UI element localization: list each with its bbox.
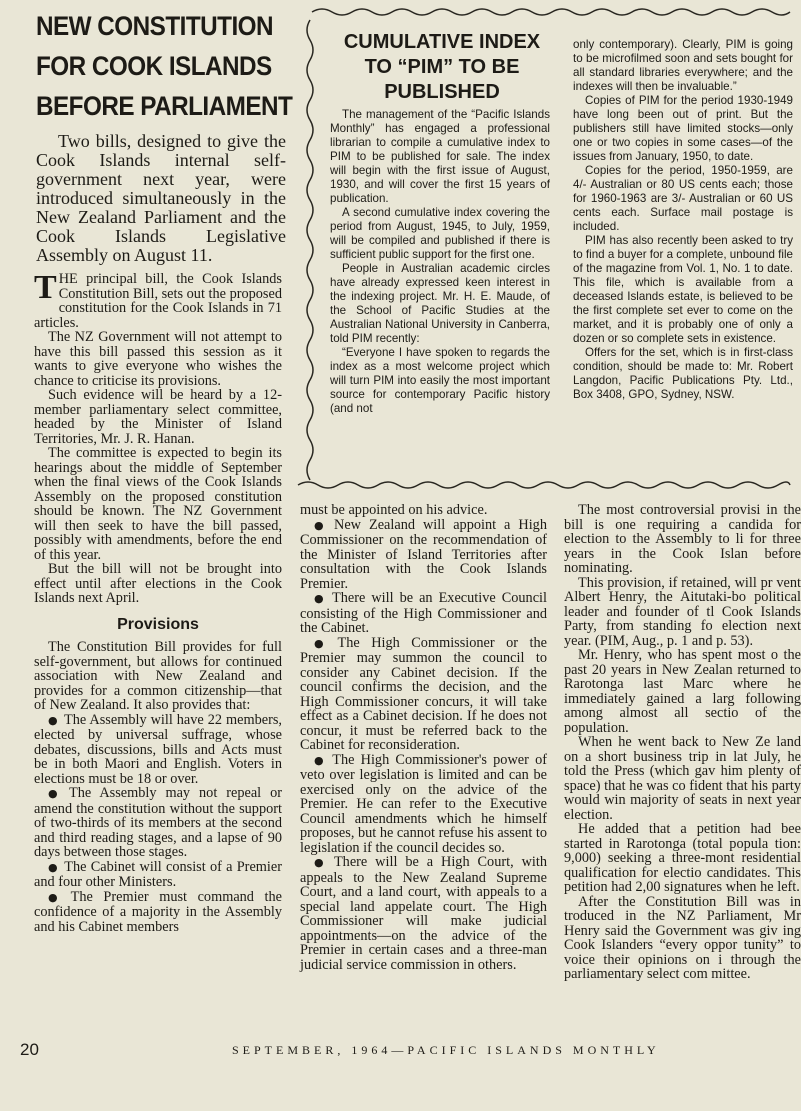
box-paragraph: only contemporary). Clearly, PIM is going to be microfilmed soon and sets bought for all standard libraries everywhere; and the indexes will then be invaluable.” xyxy=(573,38,793,93)
bullet-icon: ● xyxy=(48,713,58,727)
drop-cap: T xyxy=(34,269,57,306)
bullet-item xyxy=(300,591,547,636)
bullet-icon: ● xyxy=(314,856,328,869)
box-paragraph: The management of the “Pacific Islands Monthly” has engaged a professional librarian to compile a cumulative index to PIM to be published for sale. The index will begin with the first issue of August, 1930, and will cover the first 15 years of publication. xyxy=(330,108,550,205)
box-title-line: PUBLISHED xyxy=(384,81,500,103)
box-left-wave xyxy=(307,20,313,480)
footer-running-title: SEPTEMBER, 1964—PACIFIC ISLANDS MONTHLY xyxy=(232,1043,660,1057)
bullet-text: The Premier must command the confidence of a majority in the Assembly and his Cabinet members xyxy=(34,888,282,935)
page-footer xyxy=(20,1040,801,1064)
provisions-subhead: Provisions xyxy=(117,615,199,633)
paragraph: But the bill will not be brought into effect until after elections in the Cook Islands next April. xyxy=(34,561,282,606)
paragraph: The NZ Government will not attempt to have this bill passed this session as it wants to give everyone who wishes the chance to criticise its provisions. xyxy=(34,329,282,389)
bullet-text: The High Commissioner's power of veto over legislation is limited and can be exercised only on the advice of the Premier. He can refer to the Executive Council amendments which he himself proposes, but he cannot refuse his assent to legislation if the council decides so. xyxy=(300,751,547,856)
box-paragraph: PIM has also recently been asked to try to find a buyer for a complete, unbound file of the magazine from Vol. 1, No. 1 to date. This file, which is available from a deceased Islands estate, is believed to be the first complete set ever to come on the market, and it is probably one of only a dozen or so complete sets in existence. xyxy=(573,234,793,345)
box-title-line: CUMULATIVE INDEX xyxy=(343,31,541,53)
bullet-icon: ● xyxy=(314,592,327,605)
bullet-icon: ● xyxy=(314,753,327,767)
paragraph: After the Constitution Bill was in troduced in the NZ Parliament, Mr Henry said the Government was giv ing Cook Islanders “every oppor tunity” to voice their opinions on i through the parliamentary select com mittee. xyxy=(564,893,801,982)
box-top-wave xyxy=(312,9,790,15)
box-paragraph: Offers for the set, which is in first-class condition, should be made to: Mr. Robert Langdon, Pacific Publications Pty. Ltd., Box 3408, GPO, Sydney, NSW. xyxy=(573,346,793,401)
paragraph: The Constitution Bill provides for full self-government, but allows for continued association with New Zealand and provides for a common citizenship—that of New Zealand. It also provides that: xyxy=(34,639,282,713)
column-2 xyxy=(300,503,547,972)
bullet-item xyxy=(300,636,547,753)
box-paragraph: Copies for the period, 1950-1959, are 4/- Australian or 80 US cents each; those for 1960-1963 are 3/- Australian or 60 US cents each. Surface mail postage is included. xyxy=(573,164,793,233)
paragraph: The committee is expected to begin its hearings about the middle of September when the final views of the Cook Islands Assembly on the proposed constitution should be known. The NZ Government will then seek to have the bill passed, possibly with amendments, before the end of this year. xyxy=(34,445,282,563)
bullet-item xyxy=(300,855,547,972)
paragraph: Mr. Henry, who has spent most o the past 20 years in New Zealan returned to Rarotonga last Marc where he immediately gained a larg following among almost all sectio of the population. xyxy=(564,647,801,736)
column-3 xyxy=(564,503,801,982)
bullet-text: The Assembly may not repeal or amend the constitution without the support of two-thirds of its members at the second and third reading stages, and a lapse of 90 days between those stages. xyxy=(34,785,282,860)
bullet-item xyxy=(300,753,547,856)
headline-line: NEW CONSTITUTION xyxy=(36,11,274,41)
box-paragraph: A second cumulative index covering the period from August, 1945, to July, 1959, will be compiled and published if there is sufficient public support for the first one. xyxy=(330,206,550,261)
bullet-icon: ● xyxy=(48,787,63,800)
column-3-clip xyxy=(564,503,801,1033)
bullet-text: There will be a High Court, with appeals to the New Zealand Supreme Court, and a land court, with appeals to a special land appelate court. The High Commissioner will make judicial appointments—on the advice of the Premier in certain cases and a three-man judicial service commission in others. xyxy=(300,854,547,973)
paragraph: must be appointed on his advice. xyxy=(300,502,488,518)
box-paragraph: People in Australian academic circles have already expressed keen interest in the indexing project. Mr. H. E. Maude, of the School of Pacific Studies at the Australian National University in Canberra, told PIM recently: xyxy=(330,262,550,345)
box-paragraph: “Everyone I have spoken to regards the index as a most welcome project which will turn PIM into easily the most important source for contemporary Pacific history (and not xyxy=(330,346,550,415)
paragraph: The most controversial provisi in the bill is one requiring a candida for election to the Assembly to li for three years in the Cook Islan before nominating. xyxy=(564,503,801,576)
bullet-item xyxy=(300,518,547,592)
bullet-icon: ● xyxy=(48,890,65,904)
box-bottom-wave xyxy=(298,482,790,488)
bullet-icon: ● xyxy=(314,518,328,532)
bullet-icon: ● xyxy=(314,636,332,650)
box-title xyxy=(322,30,562,105)
box-right-column xyxy=(573,38,793,402)
box-left-column xyxy=(330,108,550,416)
bullet-icon: ● xyxy=(48,860,59,874)
box-title-line: TO “PIM” TO BE xyxy=(364,56,520,78)
first-paragraph-text: HE principal bill, the Cook Islands Constitution Bill, sets out the proposed constitution for the Cook Islands in 71 articles. xyxy=(34,271,282,331)
bullet-text: There will be an Executive Council consisting of the High Commissioner and the Cabinet. xyxy=(300,590,547,636)
bullet-text: The Cabinet will consist of a Premier and four other Ministers. xyxy=(34,858,282,890)
box-paragraph: Copies of PIM for the period 1930-1949 have long been out of print. But the publishers still have limited stocks—only one or two copies in some cases—of the issues from January, 1950, to date. xyxy=(573,94,793,163)
bullet-text: The Assembly will have 22 members, elected by universal suffrage, whose debates, discussions, bills and Acts must be in both Maori and English. Voters in elections must be 18 or over. xyxy=(34,711,282,787)
bullet-text: The High Commissioner or the Premier may summon the council to consider any Cabinet decision. If the council confirms the decision, and the High Commissioner concurs, it will take effect as a Cabinet decision. If he does not concur, it must be referred back to the Cabinet for reconsideration. xyxy=(300,634,547,753)
paragraph: He added that a petition had bee started in Rarotonga (total popula tion: 9,000) seeking a three-mont residential qualification for electio candidates. This petition had 2,00 signatures when he left. xyxy=(564,821,801,895)
headline-line: FOR COOK ISLANDS xyxy=(36,51,272,81)
paragraph: When he went back to New Ze land on a short business trip in lat July, he told the Press (which gav him plenty of space) that he was co fident that his party would win majority of seats in next year election. xyxy=(564,734,801,823)
bullet-text: New Zealand will appoint a High Commissioner on the recommendation of the Minister of Island Territories after consultation with the Cook Islands Premier. xyxy=(300,516,547,592)
headline-line: BEFORE PARLIAMENT xyxy=(36,91,293,121)
article-deck: Two bills, designed to give the Cook Islands internal self-government next year, were introduced simultaneously in the New Zealand Parliament and the Cook Islands Legislative Assembly on August 11. xyxy=(36,131,286,265)
page-number: 20 xyxy=(20,1040,39,1059)
paragraph: Such evidence will be heard by a 12-member parliamentary select committee, headed by the Minister of Island Territories, Mr. J. R. Hanan. xyxy=(34,387,282,447)
paragraph: This provision, if retained, will pr vent Albert Henry, the Aitutaki-bo political leader and founder of tl Cook Islands Party, from standing fo election next year. (PIM, Aug., p. 1 and p. 53). xyxy=(564,574,801,649)
